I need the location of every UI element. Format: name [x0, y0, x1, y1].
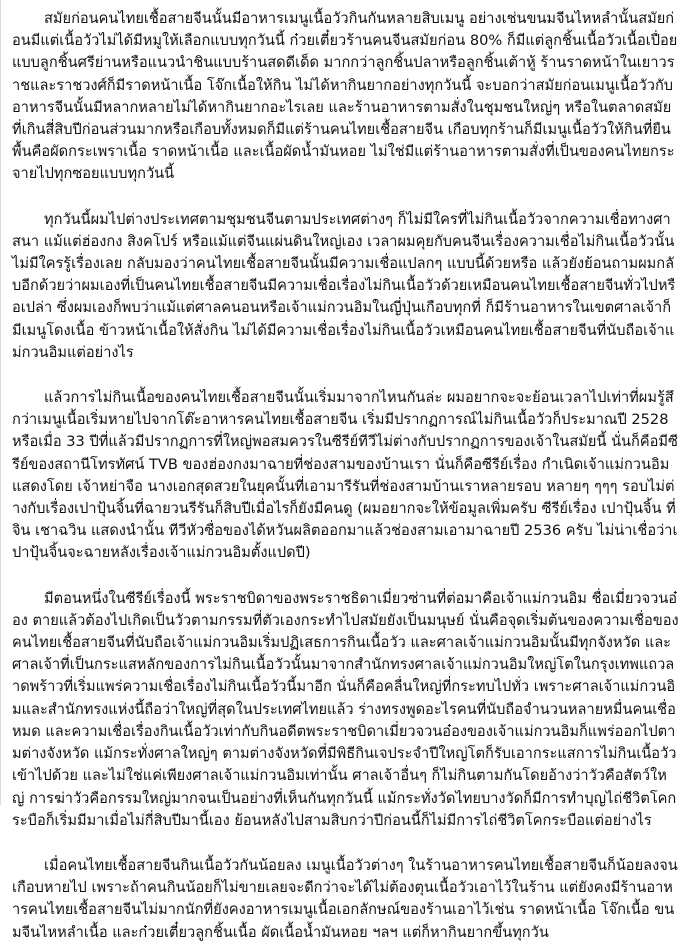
article-paragraph-1: สมัยก่อนคนไทยเชื้อสายจีนนั้นมีอาหารเมนูเนื้อวัวกินกันหลายสิบเมนู อย่างเช่นขนมจีนไหหลำนั้นสมัยก่อนมีแต่เนื้อวัวไม่ได้มีหมูให้เลือกแบบทุกวันนี้ ก๋วยเตี๋ยวร้านคนจีนสมัยก่อน 80% ก็มีแต่ลูกชิ้นเนื้อวัวเนื้อเปื่อยแบบลูกชิ้นศรีย่านหรือแนวนำชินแบบร้านสดดีเด็ด มากกว่าลูกชิ้นปลาหรือลูกชิ้นเต้าหู้ ร้านราดหน้าในเยาวราชและราชวงศ์ก็มีราดหน้าเนื้อ โจ๊กเนื้อให้กิน ไม่ได้หากินยากอย่างทุกวันนี้ จะบอกว่าสมัยก่อนเมนูเนื้อวัวกับอาหารจีนนั้นมีหลากหลายไม่ได้หากินยากอะไรเลย และร้านอาหารตามสั่งในชุมชนใหญ่ๆ หรือในตลาดสมัยที่เกินสี่สิบปีก่อนส่วนมากหรือเกือบทั้งหมดก็มีแต่ร้านคนไทยเชื้อสายจีน เกือบทุกร้านก็มีเมนูเนื้อวัวให้กินที่ยืนพื้นคือผัดกระเพราเนื้อ ราดหน้าเนื้อ และเนื้อผัดน้ำมันหอย ไม่ใช่มีแต่ร้านอาหารตามสั่งที่เป็นของคนไทยกระจายไปทุกซอยแบบทุกวันนี้ — [12, 10, 678, 183]
article-paragraph-4: มีตอนหนึ่งในซีรีย์เรื่องนี้ พระราชบิดาของพระราชธิดาเมี่ยวซ่านที่ต่อมาคือเจ้าแม่กวนอิม ชื่อเมี่ยวจวนอ๋อง ตายแล้วต้องไปเกิดเป็นวัวตามกรรมที่ตัวเองกระทำไปสมัยยังเป็นมนุษย์ นั่นคือจุดเริ่มต้นของความเชื่อของคนไทยเชื้อสายจีนที่นับถือเจ้าแม่กวนอิมเริ่มปฏิเสธการกินเนื้อวัว และศาลเจ้าแม่กวนอิมนั้นมีทุกจังหวัด และศาลเจ้าที่เป็นกระแสหลักของการไม่กินเนื้อวัวนั้นมาจากสำนักทรงศาลเจ้าแม่กวนอิมใหญ่โตในกรุงเทพแถวลาดพร้าวที่เริ่มแพร่ความเชื่อเรื่องไม่กินเนื้อวัวนี้มาอีก นั่นก็คือคลื่นใหญ่ที่กระทบไปทั่ว เพราะศาลเจ้าแม่กวนอิมและสำนักทรงแห่งนี้ถือว่าใหญ่ที่สุดในประเทศไทยแล้ว ร่างทรงพูดอะไรคนที่นับถือจำนวนหลายหมื่นคนเชื่อหมด และความเชื่อเรื่องกินเนื้อวัวเท่ากับกินอดีตพระราชบิดาเมี่ยวจวนอ๋องของเจ้าแม่กวนอิมก็แพร่ออกไปตามต่างจังหวัด แม้กระทั่งศาลใหญ่ๆ ตามต่างจังหวัดที่มีพิธีกินเจประจำปีใหญ่โตก็รับเอากระแสการไม่กินเนื้อวัวเข้าไปด้วย และไม่ใช่แค่เพียงศาลเจ้าแม่กวนอิมเท่านั้น ศาลเจ้าอื่นๆ ก็ไม่กินตามกันโดยอ้างว่าวัวคือสัตว์ใหญ่ การฆ่าวัวคือกรรมใหญ่มากจนเป็นอย่างที่เห็นกันทุกวันนี้ แม้กระทั่งวัดไทยบางวัดก็มีการทำบุญไถ่ชีวิตโคกระบือก็เริ่มมีมาเมื่อไม่กี่สิบปีมานี้เอง ย้อนหลังไปสามสิบกว่าปีก่อนนี้ก็ไม่มีการไถ่ชีวิตโคกระบือแต่อย่างไร — [12, 589, 679, 829]
article-paragraph-3: แล้วการไม่กินเนื้อของคนไทยเชื้อสายจีนนั้นเริ่มมาจากไหนกันล่ะ ผมอยากจะจะย้อนเวลาไปเท่าที่ผมรู้สึกว่าเมนูเนื้อเริ่มหายไปจากโต๊ะอาหารคนไทยเชื้อสายจีน เริ่มมีปรากฏการณ์ไม่กินเนื้อวัวก็ประมาณปี 2528 หรือเมื่อ 33 ปีที่แล้วมีปรากฏการที่ใหญ่พอสมควรในซีรีย์ทีวีไม่ต่างกับปรากฏการของเจ้าในสมัยนี้ นั่นก็คือมีซีรีย์ของสถานีโทรทัศน์ TVB ของฮ่องกงมาฉายที่ช่องสามของบ้านเรา นั่นก็คือซีรีย์เรื่อง กำเนิดเจ้าแม่กวนอิม แสดงโดย เจ้าหย่าจือ นางเอกสุดสวยในยุคนั้นที่เอามารีรันที่ช่องสามบ้านเราหลายรอบ หลายๆ ๆๆๆ รอบไม่ต่างกับเรื่องเปาปุ้นจิ้นที่ฉายวนรีรันก็สิบปีเมื่อไรก็ยังมีคนดู (ผมอยากจะให้ข้อมูลเพิ่มครับ ซีรีย์เรื่อง เปาปุ้นจิ้น ที่ จิน เชาฉวิน แสดงนำนั้น ทีวีหัวซื่อของได้หวันผลิตออกมาแล้วช่องสามเอามาฉายปี 2536 ครับ ไม่น่าเชื่อว่าเปาปุ้นจิ้นจะฉายหลังเรื่องเจ้าแม่กวนอิมตั้งแปดปี) — [12, 389, 678, 562]
article-paragraph-5: เมื่อคนไทยเชื้อสายจีนกินเนื้อวัวกันน้อยลง เมนูเนื้อวัวต่างๆ ในร้านอาหารคนไทยเชื้อสายจีนก็น้อยลงจนเกือบหายไป เพราะถ้าคนกินน้อยก็ไม่ขายเลยจะดีกว่าจะได้ไม่ต้องตุนเนื้อวัวเอาไว้ในร้าน แต่ยังคงมีร้านอาหารคนไทยเชื้อสายจีนไม่มากนักที่ยังคงอาหารเมนูเนื้อเอกลักษณ์ของร้านเอาไว้เช่น ราดหน้าเนื้อ โจ๊กเนื้อ ขนมจีนไหหลำเนื้อ และก๋วยเตี๋ยวลูกชิ้นเนื้อ ผัดเนื้อน้ำมันหอย ฯลฯ แต่ก็หากินยากขึ้นทุกวัน — [12, 856, 678, 941]
article-paragraph-2: ทุกวันนี้ผมไปต่างประเทศตามชุมชนจีนตามประเทศต่างๆ ก็ไม่มีใครที่ไม่กินเนื้อวัวจากความเชื่อทางศาสนา แม้แต่ฮ่องกง สิงคโปร์ หรือแม้แต่จีนแผ่นดินใหญ่เอง เวลาผมคุยกับคนจีนเรื่องความเชื่อไม่กินเนื้อวัวนั้นไม่มีใครรู้เรื่องเลย กลับมองว่าคนไทยเชื้อสายจีนนั้นมีความเชื่อแปลกๆ แบบนี้ด้วยหรือ แล้วยังย้อนถามผมกลับอีกด้วยว่าผมเองที่เป็นคนไทยเชื้อสายจีนมีความเชื่อเรื่องไม่กินเนื้อวัวด้วยเหมือนคนไทยเชื้อสายจีนทั่วไปหรือเปล่า ซึ่งผมเองก็พบว่าแม้แต่ศาลคนอนหรือเจ้าแม่กวนอิมในญี่ปุ่นเกือบทุกที่ ก็มีร้านอาหารในเขตศาลเจ้าก็มีเมนูโดงเนื้อ ข้าวหน้าเนื้อให้สั่งกิน ไม่ได้มีความเชื่อเรื่องไม่กินเนื้อวัวเหมือนคนไทยเชื้อสายจีนที่นับถือเจ้าแม่กวนอิมแต่อย่างไร — [12, 210, 676, 361]
